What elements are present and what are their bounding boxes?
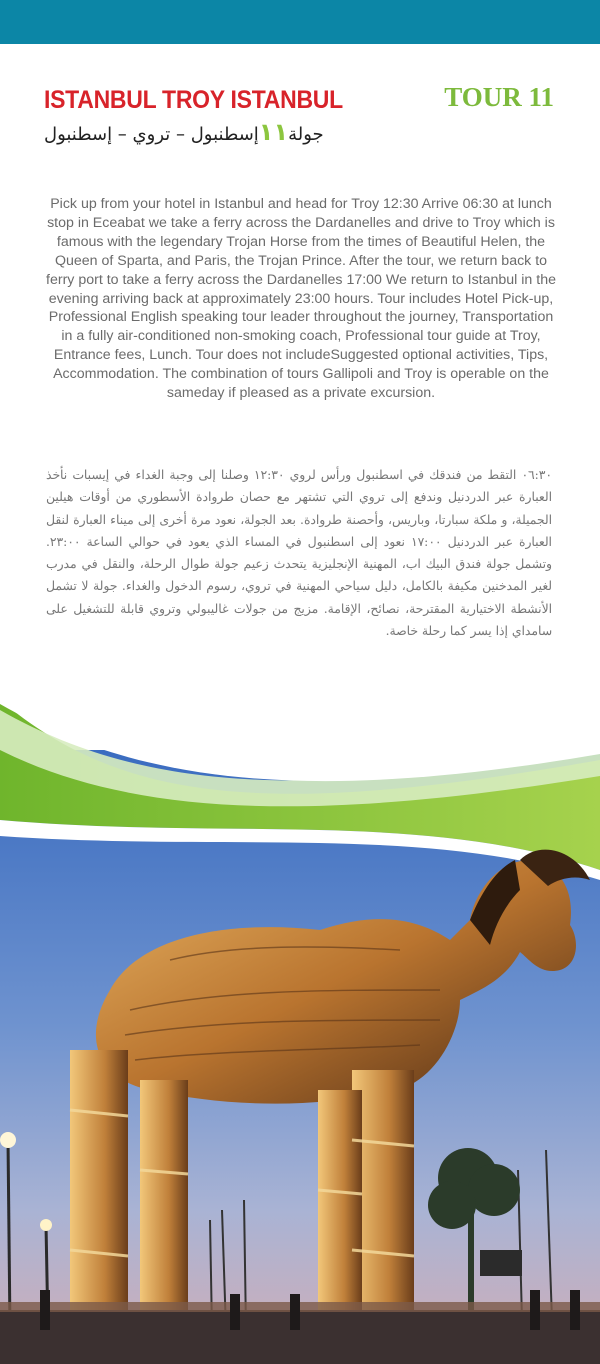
tour-title-arabic-number: ١١: [258, 118, 289, 146]
trojan-horse-photo: [0, 690, 600, 1364]
tour-number-label: TOUR 11: [444, 82, 554, 112]
description-english: Pick up from your hotel in Istanbul and head for Troy 12:30 Arrive 06:30 at lunch stop in Eceabat we take a ferry across the Dardanelles and drive to Troy which is famous with the legendary Trojan Horse from the times of Beautiful Helen, the Queen of Sparta, and Paris, the Trojan Prince. After the tour, we return back to ferry port to take a ferry across the Dardanelles 17:00 We return to Istanbul in the evening arriving back at approximately 23:00 hours. Tour includes Hotel Pick-up, Professional English speaking tour leader throughout the journey, Transportation in a fully air-conditioned non-smoking coach, Professional tour guide at Troy, Entrance fees, Lunch. Tour does not includeSuggested optional activities, Tips, Accommodation. The combination of tours Gallipoli and Troy is operable on the sameday if pleased as a private excursion.: [46, 196, 556, 402]
horse-leg-front-left: [70, 1050, 128, 1310]
tour-title-arabic-prefix: جولة: [288, 124, 324, 145]
description-arabic: ٠٦:٣٠ التقط من فندقك في اسطنبول ورأس لروي ١٢:٣٠ وصلنا إلى وجبة الغداء في إيسبات نأخذ العبارة عبر الدردنيل وندفع إلى تروي التي تشتهر مع حصان طروادة الأسطوري من أوقات هيلين الجميلة، و ملكة سبارتا، وباريس، وأحصنة طروادة. بعد الجولة، نعود مرة أخرى إلى ميناء العبارة لنقل العبارة عبر الدردنيل ١٧:٠٠ نعود إلى اسطنبول في المساء الذي يعود في حوالي الساعة ٢٣:٠٠. وتشمل جولة فندق البيك اب، المهنية الإنجليزية يتحدث زعيم جولة طوال الرحلة، والنقل في مدرب لغير المدخنين مكيفة بالكامل، دليل سياحي المهنية في تروي، رسوم الدخول والغداء. جولة لا تشمل الأنشطة الاختيارية المقترحة، نصائح، الإقامة. مزيج من جولات غاليبولي وتروي قابلة للتشغيل على سامداي إذا يسر كما رحلة خاصة.: [46, 468, 553, 639]
horse-leg-front-right: [140, 1080, 188, 1310]
horse-leg-back-right: [318, 1090, 362, 1310]
top-color-bar: [0, 0, 600, 44]
sign-board: [480, 1250, 522, 1276]
tour-title-arabic: [44, 118, 334, 146]
tour-title-arabic-rest: إسطنبول – تروي – إسطنبول: [44, 124, 259, 145]
tour-title-english: ISTANBUL TROY ISTANBUL: [44, 86, 343, 114]
